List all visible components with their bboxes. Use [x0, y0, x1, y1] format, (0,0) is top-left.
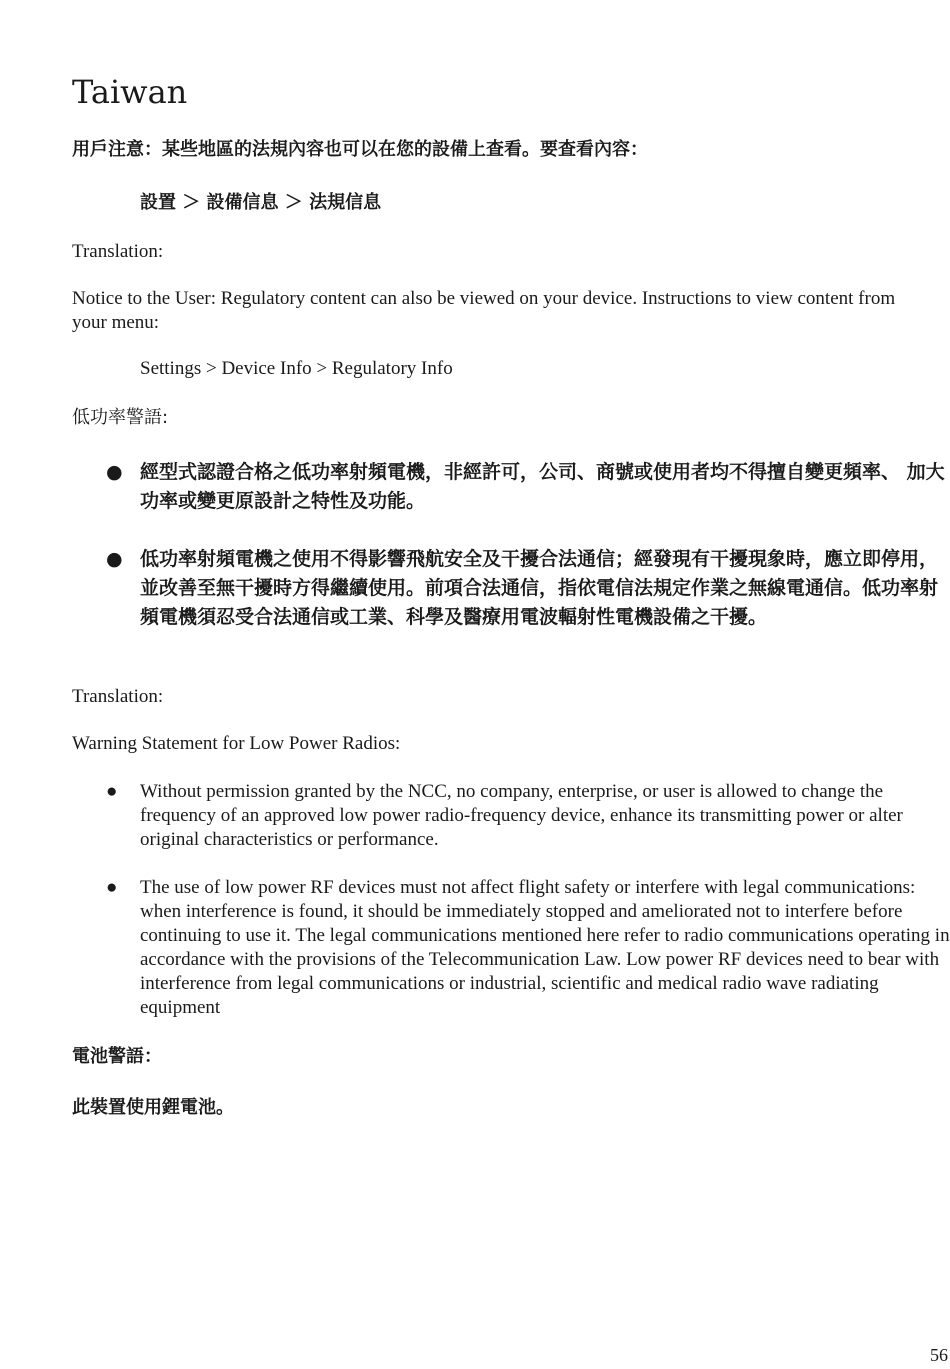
page-title: Taiwan [72, 73, 188, 111]
list-item [72, 458, 950, 516]
notice-zh: 用戶注意：某些地區的法規內容也可以在您的設備上查看。要查看內容： [72, 139, 648, 160]
list-item [72, 545, 950, 632]
battery-text-zh: 此裝置使用鋰電池。 [72, 1097, 234, 1118]
list-item-text: 低功率射頻電機之使用不得影響飛航安全及干擾合法通信；經發現有干擾現象時，應立即停用，並改善至無干擾時方得繼續使用。前項合法通信，指依電信法規定作業之無線電通信。低功率射頻電機須忍受合法通信或工業、科學及醫療用電波輻射性電機設備之干擾。 [140, 548, 939, 628]
bullet: ● [106, 781, 118, 802]
menu-path-zh: 設置 ＞ 設備信息 ＞ 法規信息 [140, 192, 382, 213]
notice-en: Notice to the User: Regulatory content can also be viewed on your device. Instructions to view content from your menu: [72, 288, 896, 333]
list-item [72, 780, 950, 852]
low-power-list-en [72, 780, 950, 1020]
bullet: ● [106, 548, 123, 570]
low-power-heading-zh: 低功率警語: [72, 407, 169, 428]
list-item-text: The use of low power RF devices must not affect flight safety or interfere with legal communications: when interference is found, it should be immediately stopped and ameliorated not to interfere before continuing to use it. The legal communications mentioned here refer to radio communications operating in accordance with the provisions of the Telecommunication Law. Low power RF devices need to bear with interference from legal communications or industrial, scientific and medical radio wave radiating equipment [140, 877, 950, 1018]
bullet: ● [106, 461, 123, 483]
low-power-list-zh [72, 458, 950, 632]
translation-label-1: Translation: [72, 241, 164, 262]
page-number: 56 [930, 1345, 948, 1365]
low-power-heading-en: Warning Statement for Low Power Radios: [72, 733, 401, 754]
list-item [72, 876, 950, 1020]
bullet: ● [106, 877, 118, 898]
menu-path-en: Settings > Device Info > Regulatory Info [140, 358, 453, 379]
list-item-text: 經型式認證合格之低功率射頻電機，非經許可，公司、商號或使用者均不得擅自變更頻率、 加大功率或變更原設計之特性及功能。 [140, 461, 945, 512]
list-item-text: Without permission granted by the NCC, no company, enterprise, or user is allowed to change the frequency of an approved low power radio-frequency device, enhance its transmitting power or alter original characteristics or performance. [140, 781, 903, 850]
battery-heading-zh: 電池警語： [72, 1046, 162, 1067]
translation-label-2: Translation: [72, 686, 164, 707]
